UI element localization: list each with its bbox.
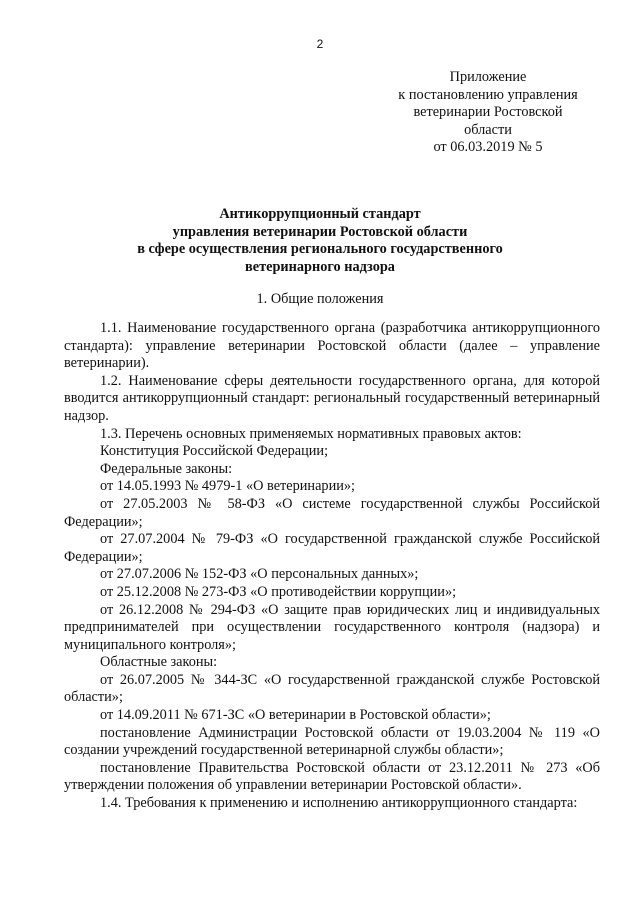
- paragraph: от 26.12.2008 № 294-ФЗ «О защите прав юридических лиц и индивидуальных предпринимателей при осуществлении государственного контроля (надзора) и муниципального контроля»;: [64, 601, 600, 653]
- paragraph: от 26.07.2005 № 344-ЗС «О государственной гражданской службе Ростовской области»;: [64, 671, 600, 706]
- appendix-line: к постановлению управления: [398, 86, 578, 103]
- paragraph: постановление Администрации Ростовской области от 19.03.2004 № 119 «О создании учреждений государственной ветеринарной службы области»;: [64, 724, 600, 759]
- paragraph: Конституция Российской Федерации;: [100, 443, 329, 460]
- paragraph: от 14.09.2011 № 671-ЗС «О ветеринарии в Ростовской области»;: [100, 707, 491, 724]
- document-body: [64, 320, 600, 813]
- appendix-line: от 06.03.2019 № 5: [433, 139, 543, 156]
- paragraph: от 27.07.2006 № 152-ФЗ «О персональных данных»;: [100, 566, 419, 583]
- section-heading: 1. Общие положения: [256, 291, 384, 307]
- paragraph: Федеральные законы:: [100, 460, 233, 477]
- appendix-line: Приложение: [449, 69, 527, 85]
- paragraph: от 27.05.2003 № 58-ФЗ «О системе государственной службы Российской Федерации»;: [64, 495, 600, 530]
- appendix-line: ветеринарии Ростовской: [413, 104, 563, 121]
- title-line: в сфере осуществления регионального государственного: [137, 241, 503, 258]
- title-line: управления ветеринарии Ростовской области: [172, 223, 468, 240]
- paragraph: 1.2. Наименование сферы деятельности государственного органа, для которой вводится антикоррупционный стандарт: региональный государственный ветеринарный надзор.: [64, 372, 600, 424]
- paragraph: от 27.07.2004 № 79-ФЗ «О государственной гражданской службе Российской Федерации»;: [64, 531, 600, 565]
- title-line: ветеринарного надзора: [245, 258, 395, 275]
- paragraph: от 14.05.1993 № 4979-1 «О ветеринарии»;: [100, 478, 356, 495]
- paragraph: 1.3. Перечень основных применяемых нормативных правовых актов:: [100, 425, 522, 442]
- paragraph: 1.1. Наименование государственного органа (разработчика антикоррупционного стандарта): управление ветеринарии Ростовской области (далее – управление ветеринарии).: [64, 320, 600, 372]
- paragraph: 1.4. Требования к применению и исполнению антикоррупционного стандарта:: [100, 795, 578, 812]
- paragraph: постановление Правительства Ростовской области от 23.12.2011 № 273 «Об утверждении положения об управлении ветеринарии Ростовской области».: [64, 759, 600, 794]
- page-number: 2: [316, 37, 324, 51]
- paragraph: от 25.12.2008 № 273-ФЗ «О противодействии коррупции»;: [100, 583, 457, 600]
- document-title: [80, 206, 560, 276]
- appendix-block: [388, 69, 588, 157]
- title-line: Антикоррупционный стандарт: [219, 206, 421, 222]
- paragraph: Областные законы:: [100, 654, 218, 671]
- appendix-line: области: [464, 121, 512, 138]
